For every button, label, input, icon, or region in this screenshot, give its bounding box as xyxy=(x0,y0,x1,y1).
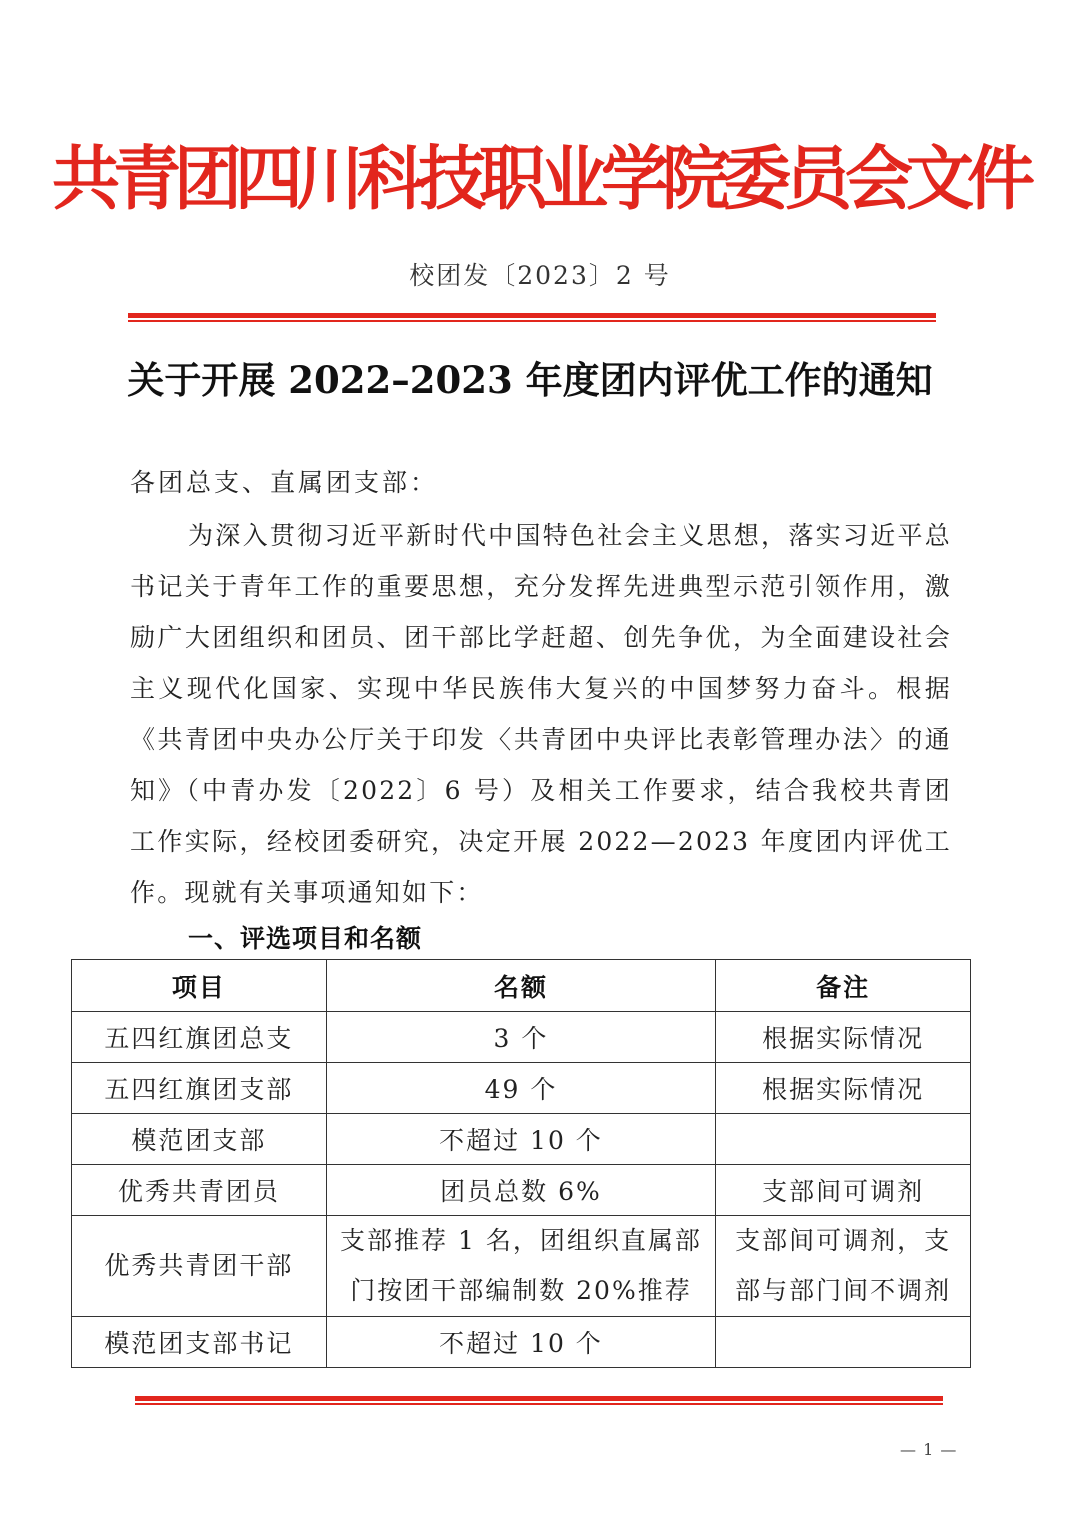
header-red-rule-thin xyxy=(128,320,936,322)
header-note: 备注 xyxy=(716,960,971,1012)
cell-quota: 49 个 xyxy=(326,1063,716,1114)
cell-quota: 不超过 10 个 xyxy=(326,1114,716,1165)
cell-item: 模范团支部 xyxy=(72,1114,327,1165)
notice-title: 关于开展 2022–2023 年度团内评优工作的通知 xyxy=(127,358,933,402)
page-number: — 1 — xyxy=(900,1440,958,1459)
table-row xyxy=(72,1216,971,1317)
body-paragraph: 为深入贯彻习近平新时代中国特色社会主义思想，落实习近平总书记关于青年工作的重要思想，充分发挥先进典型示范引领作用，激励广大团组织和团员、团干部比学赶超、创先争优，为全面建设社会主义现代化国家、实现中华民族伟大复兴的中国梦努力奋斗。根据《共青团中央办公厅关于印发〈共青团中央评比表彰管理办法〉的通知》（中青办发〔2022〕6 号）及相关工作要求，结合我校共青团工作实际，经校团委研究，决定开展 2022—2023 年度团内评优工作。现就有关事项通知如下： xyxy=(130,521,952,907)
cell-note: 支部间可调剂，支部与部门间不调剂 xyxy=(716,1216,971,1317)
cell-note xyxy=(716,1114,971,1165)
footer-red-rule xyxy=(135,1396,943,1401)
cell-quota: 支部推荐 1 名，团组织直属部门按团干部编制数 20%推荐 xyxy=(326,1216,716,1317)
header-red-rule xyxy=(128,313,936,318)
table-row xyxy=(72,1012,971,1063)
table-header-row xyxy=(72,960,971,1012)
cell-item: 模范团支部书记 xyxy=(72,1317,327,1368)
cell-item: 优秀共青团员 xyxy=(72,1165,327,1216)
cell-note: 根据实际情况 xyxy=(716,1063,971,1114)
header-quota: 名额 xyxy=(326,960,716,1012)
cell-item: 优秀共青团干部 xyxy=(72,1216,327,1317)
table-row xyxy=(72,1317,971,1368)
cell-note xyxy=(716,1317,971,1368)
cell-item: 五四红旗团支部 xyxy=(72,1063,327,1114)
cell-quota: 3 个 xyxy=(326,1012,716,1063)
section-heading: 一、评选项目和名额 xyxy=(188,924,423,953)
cell-note: 根据实际情况 xyxy=(716,1012,971,1063)
header-item: 项目 xyxy=(72,960,327,1012)
awards-table xyxy=(71,959,971,1368)
letterhead-title: 共青团四川科技职业学院委员会文件 xyxy=(51,139,1028,220)
table-row xyxy=(72,1114,971,1165)
cell-quota: 团员总数 6% xyxy=(326,1165,716,1216)
cell-quota: 不超过 10 个 xyxy=(326,1317,716,1368)
footer-red-rule-thin xyxy=(135,1403,943,1405)
table-row xyxy=(72,1165,971,1216)
cell-note: 支部间可调剂 xyxy=(716,1165,971,1216)
document-number: 校团发〔2023〕2 号 xyxy=(409,261,671,290)
salutation: 各团总支、直属团支部： xyxy=(130,468,439,497)
table-row xyxy=(72,1063,971,1114)
cell-item: 五四红旗团总支 xyxy=(72,1012,327,1063)
